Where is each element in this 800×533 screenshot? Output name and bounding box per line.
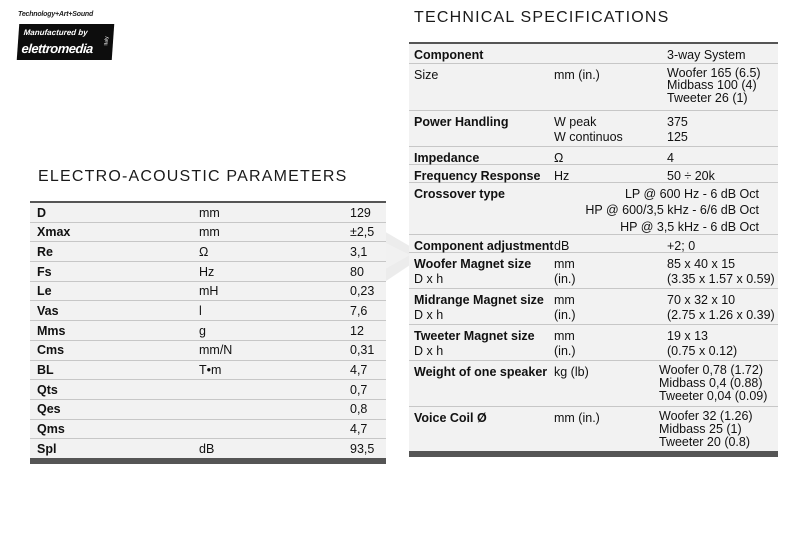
spec-value-line: Tweeter 26 (1): [667, 90, 748, 105]
spec-row-midrange-magnet: [409, 289, 778, 325]
spec-value: [659, 364, 767, 403]
spec-sublabel: D x h: [414, 344, 444, 358]
param-unit: Ω: [199, 244, 209, 259]
spec-unit: (in.): [554, 272, 576, 286]
spec-value: 19 x 13: [667, 328, 709, 343]
spec-value-line: Midbass 25 (1): [659, 421, 742, 436]
spec-value: (3.35 x 1.57 x 0.59): [667, 272, 775, 286]
param-row: [30, 420, 386, 440]
param-value: 0,7: [350, 382, 368, 397]
spec-label: Component adjustment: [414, 238, 554, 253]
spec-unit: mm: [554, 328, 575, 343]
spec-row-crossover-type: [409, 183, 778, 235]
spec-label: Tweeter Magnet size: [414, 328, 535, 343]
param-value: 80: [350, 264, 364, 279]
param-name: Re: [37, 244, 53, 259]
spec-row-component-adjustment: [409, 235, 778, 253]
spec-unit: kg (lb): [554, 364, 589, 379]
param-name: Qes: [37, 402, 61, 417]
brand-logo: [18, 11, 116, 63]
spec-value: [667, 67, 761, 105]
spec-label: Weight of one speaker: [414, 364, 548, 379]
spec-unit: W continuos: [554, 130, 623, 144]
spec-value: [659, 410, 753, 449]
spec-unit: mm (in.): [554, 67, 600, 82]
spec-unit: mm (in.): [554, 410, 600, 425]
param-row: [30, 223, 386, 243]
electro-acoustic-title: ELECTRO-ACOUSTIC PARAMETERS: [38, 168, 348, 185]
spec-unit: Hz: [554, 168, 570, 183]
spec-label: Frequency Response: [414, 168, 541, 183]
electro-acoustic-table: [30, 201, 386, 464]
spec-value-line: HP @ 600/3,5 kHz - 6/6 dB Oct: [585, 203, 759, 218]
param-row: [30, 242, 386, 262]
spec-value: (0.75 x 0.12): [667, 344, 738, 358]
spec-value: 85 x 40 x 15: [667, 256, 736, 271]
spec-value-line: Tweeter 0,04 (0.09): [659, 388, 768, 403]
param-unit: dB: [199, 441, 215, 456]
spec-row-frequency-response: [409, 165, 778, 183]
spec-row-size: [409, 64, 778, 111]
spec-value-line: HP @ 3,5 kHz - 6 dB Oct: [620, 219, 759, 234]
param-name: BL: [37, 363, 54, 377]
param-name: Qts: [37, 382, 58, 397]
spec-label: Impedance: [414, 150, 480, 165]
param-name: D: [37, 205, 47, 220]
param-unit: T•m: [199, 363, 222, 377]
spec-label: Woofer Magnet size: [414, 256, 532, 271]
logo-brand-name: elettromedia: [21, 41, 94, 56]
spec-label: Midrange Magnet size: [414, 292, 544, 307]
param-unit: mm: [199, 225, 220, 240]
param-name: Xmax: [37, 225, 71, 240]
logo-tagline: Technology+Art+Sound: [18, 11, 94, 18]
spec-unit: W peak: [554, 114, 597, 129]
param-value: 4,7: [350, 422, 368, 437]
param-row: [30, 282, 386, 302]
spec-label: Component: [414, 47, 484, 62]
technical-specs-title: TECHNICAL SPECIFICATIONS: [414, 9, 670, 26]
param-value: 0,8: [350, 402, 368, 417]
spec-value: 4: [667, 150, 674, 165]
param-value: 7,6: [350, 303, 368, 318]
spec-value: [585, 186, 759, 236]
param-row: [30, 439, 386, 464]
spec-label: Size: [414, 67, 439, 82]
param-value: 93,5: [350, 441, 375, 456]
param-value: 4,7: [350, 363, 368, 377]
param-row: [30, 301, 386, 321]
spec-unit: dB: [554, 238, 570, 253]
spec-value: 50 ÷ 20k: [667, 168, 715, 183]
param-value: 12: [350, 323, 364, 338]
param-row: [30, 361, 386, 381]
param-name: Mms: [37, 323, 66, 338]
param-value: 0,23: [350, 284, 375, 299]
spec-value: 70 x 32 x 10: [667, 292, 736, 307]
param-name: Fs: [37, 264, 52, 279]
spec-label: Crossover type: [414, 186, 506, 201]
param-unit: Hz: [199, 264, 215, 279]
param-row: [30, 321, 386, 341]
spec-value: 125: [667, 130, 688, 144]
logo-country: Italy: [103, 36, 110, 46]
spec-row-impedance: [409, 147, 778, 165]
param-row: [30, 203, 386, 223]
param-value: 0,31: [350, 343, 375, 358]
spec-value: 375: [667, 114, 688, 129]
spec-value-line: LP @ 600 Hz - 6 dB Oct: [624, 186, 759, 201]
spec-value-line: Tweeter 20 (0.8): [659, 434, 751, 449]
param-unit: mm: [199, 205, 220, 220]
technical-specs-table: [409, 42, 778, 457]
param-row: [30, 380, 386, 400]
logo-manufactured-by: Manufactured by: [23, 28, 88, 37]
spec-value: (2.75 x 1.26 x 0.39): [667, 308, 775, 322]
spec-unit: (in.): [554, 344, 576, 358]
spec-value-line: Woofer 165 (6.5): [667, 65, 761, 80]
spec-row-voice-coil: [409, 407, 778, 457]
param-value: 129: [350, 205, 371, 220]
param-name: Qms: [37, 422, 65, 437]
param-unit: mm/N: [199, 343, 233, 358]
spec-row-component: [409, 44, 778, 64]
spec-value-line: Woofer 0,78 (1.72): [659, 362, 763, 377]
spec-sublabel: D x h: [414, 308, 444, 322]
param-value: ±2,5: [350, 225, 375, 240]
param-name: Cms: [37, 343, 65, 358]
spec-row-weight: [409, 361, 778, 407]
spec-row-tweeter-magnet: [409, 325, 778, 361]
spec-label: Voice Coil Ø: [414, 410, 487, 425]
spec-value-line: Woofer 32 (1.26): [659, 408, 753, 423]
spec-sublabel: D x h: [414, 272, 444, 286]
spec-unit: Ω: [554, 150, 564, 165]
spec-row-power-handling: [409, 111, 778, 147]
spec-value-line: Midbass 100 (4): [667, 78, 757, 92]
spec-value: 3-way System: [667, 47, 746, 62]
param-row: [30, 262, 386, 282]
param-name: Le: [37, 284, 52, 299]
param-unit: mH: [199, 284, 219, 299]
param-row: [30, 341, 386, 361]
param-name: Spl: [37, 441, 57, 456]
spec-unit: mm: [554, 292, 575, 307]
param-name: Vas: [37, 303, 59, 318]
logo-badge: [17, 24, 115, 60]
spec-unit: (in.): [554, 308, 576, 322]
param-unit: l: [199, 303, 202, 318]
param-unit: g: [199, 323, 206, 338]
spec-unit: mm: [554, 256, 575, 271]
param-value: 3,1: [350, 244, 368, 259]
param-row: [30, 400, 386, 420]
spec-label: Power Handling: [414, 114, 509, 129]
spec-value: +2; 0: [667, 238, 696, 253]
spec-value-line: Midbass 0,4 (0.88): [659, 375, 763, 390]
spec-row-woofer-magnet: [409, 253, 778, 289]
